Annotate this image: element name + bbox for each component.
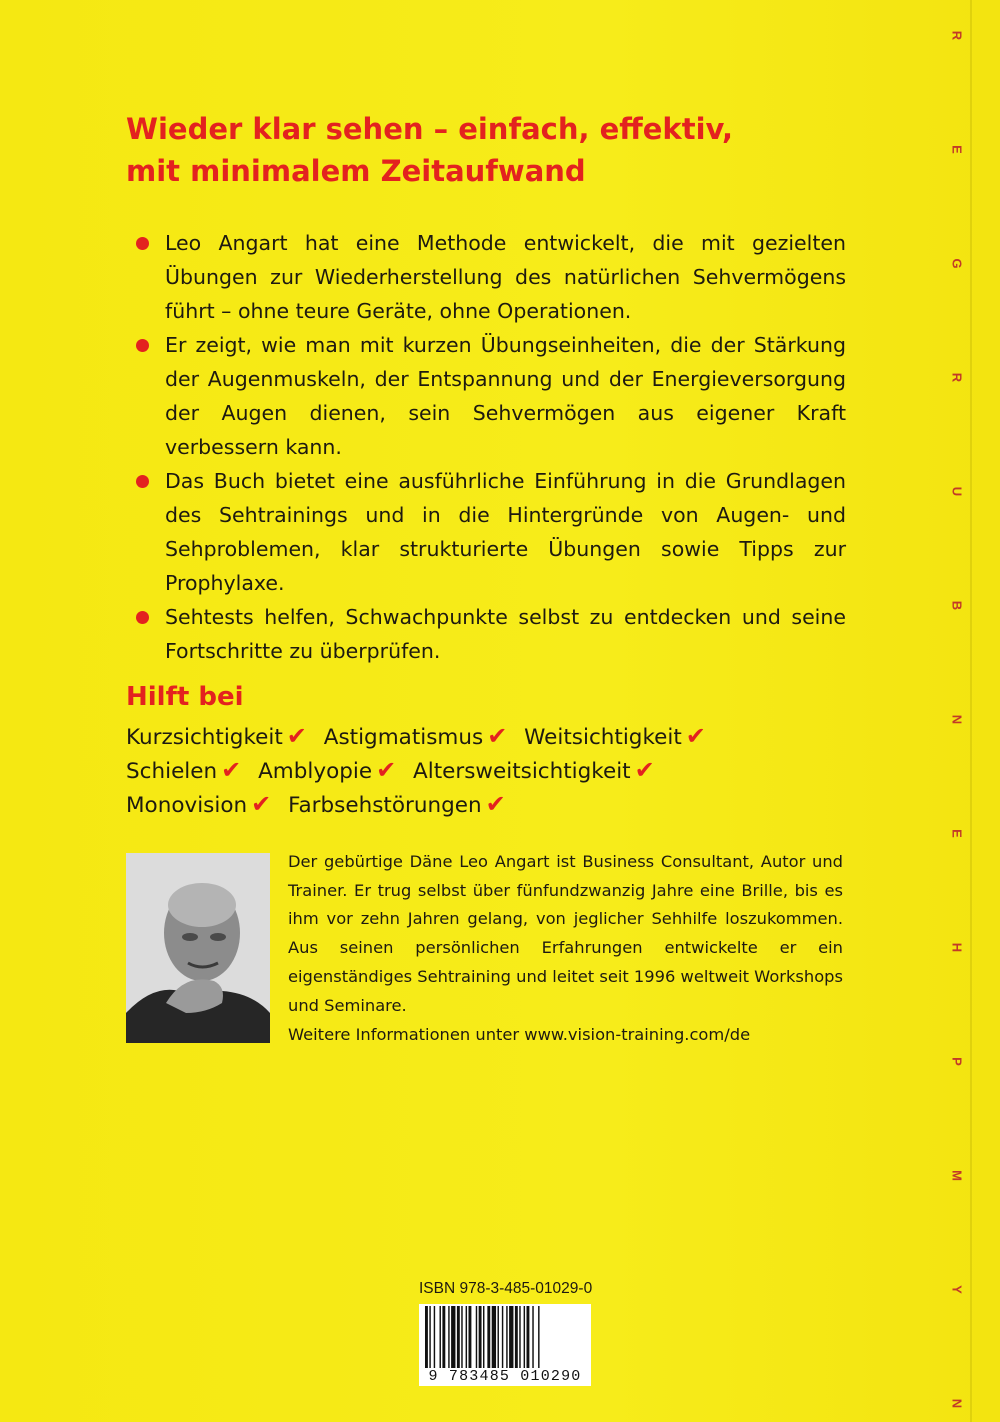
conditions-row [126,754,826,788]
barcode-bar [515,1306,518,1368]
barcode-bar [483,1306,484,1368]
barcode-bar [502,1306,503,1368]
conditions-row [126,720,826,754]
condition-item [126,788,271,822]
conditions-row [126,788,826,822]
bullet-text: Sehtests helfen, Schwachpunkte selbst zu entdecken und seine Fortschritte zu überprüfen. [165,605,846,663]
spine-letter: B [949,600,965,611]
author-portrait-icon [126,853,270,1043]
spine-letter: G [949,258,965,269]
spine-letter: N [949,714,965,725]
author-website-link[interactable]: Weitere Informationen unter www.vision-training.com/de [288,1025,751,1044]
bullet-text: Leo Angart hat eine Methode entwickelt, die mit gezielten Übungen zur Wiederherstellung des natürlichen Sehvermögens führt – ohne teure Geräte, ohne Operationen. [165,231,846,323]
condition-label: Schielen [126,759,218,784]
barcode-bar [524,1306,525,1368]
spine-letter: U [949,486,965,497]
condition-item [258,754,396,788]
feature-list [126,226,846,668]
barcode-bar [466,1306,467,1368]
barcode-bar [532,1306,533,1368]
headline-line-2: mit minimalem Zeitaufwand [126,154,586,188]
condition-item [413,754,655,788]
headline-line-1: Wieder klar sehen – einfach, effektiv, [126,112,734,146]
check-icon: ✔ [487,722,508,750]
spine-letter: P [949,1057,965,1066]
spine-letter: R [949,372,965,383]
barcode-bar [457,1306,460,1368]
conditions-list [126,720,826,822]
list-item [126,600,846,668]
check-icon: ✔ [251,790,272,818]
barcode-bar [461,1306,462,1368]
list-item [126,328,846,464]
condition-item [288,788,506,822]
spine-publisher-lettering [925,0,985,1422]
barcode-bar [469,1306,472,1368]
barcode-number: 9 783485 010290 [419,1368,591,1386]
condition-item [324,720,508,754]
bullet-dot-icon [136,237,149,250]
condition-item [524,720,706,754]
condition-label: Monovision [126,793,248,818]
condition-label: Altersweitsichtigkeit [413,759,631,784]
barcode-bar [434,1306,435,1368]
check-icon: ✔ [634,756,655,784]
condition-label: Astigmatismus [323,725,484,750]
barcode-bar [506,1306,507,1368]
bullet-text: Er zeigt, wie man mit kurzen Übungseinheiten, die der Stärkung der Augenmuskeln, der Entspannung und der Energieversorgung der Augen dienen, sein Sehvermögen aus eigener Kraft verbessern kann. [165,333,846,459]
barcode-bar [425,1306,428,1368]
condition-label: Weitsichtigkeit [524,725,682,750]
barcode-bar [451,1306,455,1368]
barcode-bar [492,1306,496,1368]
barcode-bar [448,1306,449,1368]
check-icon: ✔ [685,722,706,750]
spine-letter: E [949,829,965,838]
check-icon: ✔ [286,722,307,750]
barcode-bar [498,1306,499,1368]
check-icon: ✔ [485,790,506,818]
condition-label: Kurzsichtigkeit [126,725,283,750]
author-bio: Der gebürtige Däne Leo Angart ist Business Consultant, Autor und Trainer. Er trug selbst über fünfundzwanzig Jahre eine Brille, bis es ihm vor zehn Jahren gelang, von jeglicher Sehhilfe loszukommen. Aus seinen persönlichen Erfahrungen entwickelte er ein eigenständiges Sehtraining und leitet seit 1996 weltweit Workshops und Seminare. [288,852,843,1015]
barcode-bar [440,1306,441,1368]
barcode-bar [527,1306,530,1368]
check-icon: ✔ [376,756,397,784]
spine-letter: Y [949,1285,965,1294]
bullet-dot-icon [136,339,149,352]
barcode-bar [538,1306,539,1368]
bullet-text: Das Buch bietet eine ausführliche Einführung in die Grundlagen des Sehtrainings und in die Hintergründe von Augen- und Sehproblemen, klar strukturierte Übungen sowie Tipps zur Prophylaxe. [165,469,846,595]
barcode [419,1304,591,1386]
barcode-bar [429,1306,430,1368]
condition-label: Farbsehstörungen [288,793,482,818]
spine-letter: E [949,145,965,154]
list-item [126,226,846,328]
author-photo [126,853,270,1043]
spine-letter: R [949,30,965,41]
list-item [126,464,846,600]
isbn-label: ISBN 978-3-485-01029-0 [419,1280,593,1297]
condition-label: Amblyopie [258,759,373,784]
bullet-dot-icon [136,611,149,624]
barcode-bar [487,1306,490,1368]
spine-letter: M [949,1170,965,1181]
headline [126,108,886,192]
bullet-dot-icon [136,475,149,488]
barcode-bar [509,1306,513,1368]
barcode-bar [476,1306,477,1368]
condition-item [126,754,241,788]
spine-letter: H [949,942,965,953]
check-icon: ✔ [221,756,242,784]
barcode-bar [519,1306,520,1368]
helps-with-heading: Hilft bei [126,682,244,712]
barcode-bar [442,1306,445,1368]
barcode-bars-icon [419,1304,591,1370]
barcode-bar [479,1306,482,1368]
spine-letter: N [949,1398,965,1409]
condition-item [126,720,307,754]
